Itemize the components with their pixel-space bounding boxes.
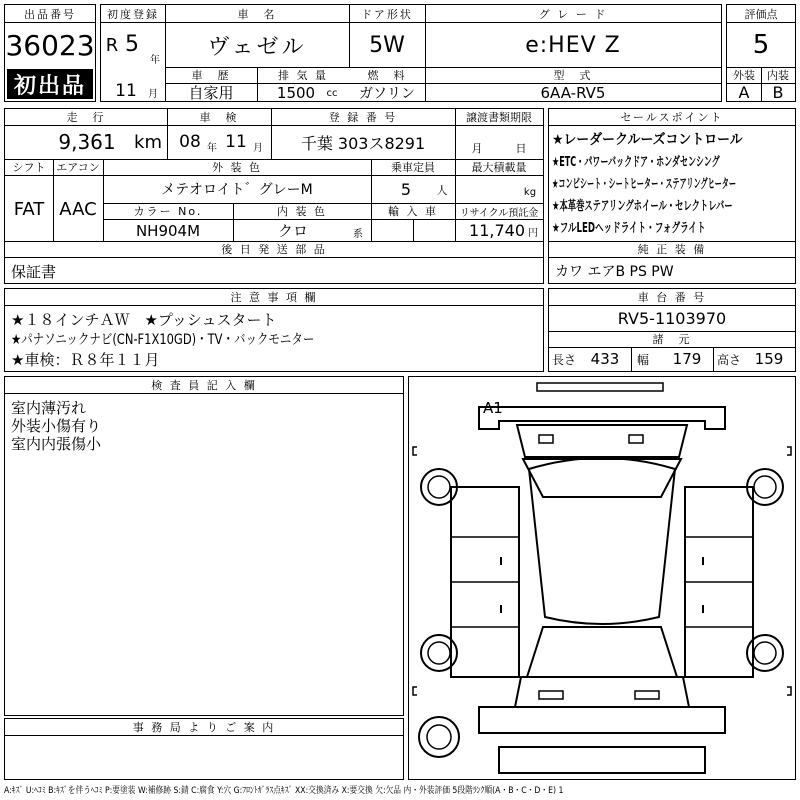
- color-no-label: カラー No.: [133, 205, 203, 218]
- capacity: 5: [400, 179, 412, 199]
- interior-score: B: [772, 84, 784, 101]
- grade: e:HEV Z: [525, 32, 621, 58]
- legend: A:ｷｽﾞ U:ﾍｺﾐ B:ｷｽﾞを伴うﾍｺﾐ P:要塗装 W:補修跡 S:錆 C:腐食 Y:穴 G:ﾌﾛﾝﾄｶﾞﾗｽ点ｷｽﾞ XX:交換済み X:要交換 欠:欠品 内・外装評価 5段階ﾗﾝｸ順(A・B・C・D・E) 1: [4, 786, 564, 796]
- model-label: 型 式: [553, 69, 593, 82]
- color-label: 外 装 色: [212, 161, 262, 174]
- inspector-line-1: 室内薄汚れ: [11, 399, 87, 417]
- fuel-label: 燃 料: [367, 69, 407, 82]
- inspector-label: 検 査 員 記 入 欄: [151, 379, 257, 392]
- diagram-rear-window: [527, 627, 677, 677]
- exterior-score: A: [738, 84, 750, 101]
- load-label: 最大積載量: [471, 161, 527, 174]
- height: 159: [754, 350, 784, 368]
- grade-label: グ レ ー ド: [538, 7, 608, 21]
- diagram-top-bar: [537, 383, 663, 391]
- genuine-equipment: カワ エアB PS PW: [555, 264, 674, 280]
- transfer-label: 譲渡書類期限: [466, 111, 532, 124]
- later-parts: 保証書: [11, 262, 57, 281]
- mileage: 9,361: [58, 130, 116, 154]
- door-label: ドア形状: [361, 7, 413, 21]
- diagram-roof: [529, 458, 675, 624]
- era: R: [105, 34, 119, 56]
- reg-label: 登 録 番 号: [328, 111, 398, 124]
- sales-point-1: ★レーダークルーズコントロール: [552, 132, 743, 148]
- fuel: ガソリン: [359, 85, 415, 101]
- diagram-rear-light-1: [539, 691, 563, 699]
- interior-label: 内装: [767, 69, 789, 82]
- import-label: 輸 入 車: [388, 205, 438, 218]
- details-box: [4, 108, 544, 284]
- insp-year: 08: [179, 132, 201, 152]
- sales-box: [548, 108, 796, 284]
- interior-color-unit: 系: [353, 228, 363, 239]
- lot-number: 36023: [5, 28, 95, 62]
- header-main-box: [100, 4, 722, 102]
- diagram-spare-wheel: [419, 717, 459, 757]
- insp-month: 11: [225, 132, 247, 152]
- shift: FAT: [13, 198, 45, 220]
- diagram-front-light-2: [629, 435, 643, 443]
- sales-label: セールスポイント: [620, 111, 724, 124]
- ac-label: エアコン: [56, 161, 100, 174]
- inspector-line-2: 外装小傷有り: [11, 417, 102, 435]
- air-conditioner: AAC: [59, 198, 97, 220]
- first-reg-month: 11: [115, 81, 137, 101]
- diagram-tailgate: [515, 677, 689, 707]
- later-parts-label: 後 日 発 送 部 品: [221, 243, 327, 256]
- note-line-1: ★１８インチＡＷ ★プッシュスタート: [11, 311, 277, 329]
- transfer-month: 月: [471, 142, 483, 155]
- insp-year-unit: 年: [207, 142, 217, 153]
- transfer-day: 日: [515, 142, 527, 155]
- score-label: 評価点: [744, 7, 778, 21]
- height-label: 高さ: [716, 352, 741, 367]
- sales-point-5: ★フルLEDヘッドライト・フォグライト: [552, 221, 706, 236]
- note-line-2: ★パナソニックナビ(CN-F1X10GD)・TV・バックモニター: [11, 332, 315, 348]
- recycle-label: リサイクル預託金: [459, 207, 539, 219]
- chassis-box: [548, 288, 796, 372]
- car-name-label: 車 名: [237, 7, 277, 21]
- history-label: 車 歴: [191, 69, 231, 82]
- office-label: 事 務 局 よ り ご 案 内: [132, 721, 276, 734]
- displacement-unit: cc: [326, 87, 338, 99]
- load-unit: kg: [523, 186, 537, 198]
- damage-mark-a1: A1: [483, 399, 503, 417]
- door-type: 5W: [369, 32, 405, 58]
- mileage-unit: km: [134, 131, 162, 153]
- chassis-label: 車 台 番 号: [637, 291, 707, 304]
- interior-color: クロ: [277, 222, 308, 240]
- car-diagram-box: [408, 376, 796, 780]
- notes-label: 注 意 事 項 欄: [230, 291, 318, 304]
- recycle-fee: 11,740: [469, 221, 525, 240]
- header-lot-box: [4, 4, 96, 102]
- dims-label: 諸 元: [652, 333, 692, 346]
- diagram-rear-light-2: [635, 691, 659, 699]
- lot-label: 出品番号: [24, 7, 76, 21]
- color-number: NH904M: [135, 221, 201, 240]
- inspector-box: [4, 376, 404, 716]
- score-box: [726, 4, 796, 102]
- car-diagram: [409, 377, 795, 779]
- exterior-color: メテオロイト゛グレーM: [161, 182, 313, 198]
- sales-point-3: ★コンビシート・シートヒーター・ステアリングヒーター: [552, 177, 737, 192]
- registration-number: 千葉 303ス8291: [300, 133, 426, 153]
- inspection-label: 車 検: [199, 111, 239, 124]
- notes-box: [4, 288, 544, 372]
- exterior-label: 外装: [733, 69, 755, 82]
- length-label: 長さ: [551, 352, 576, 367]
- insp-month-unit: 月: [253, 142, 263, 153]
- shift-label: シフト: [12, 161, 46, 174]
- diagram-front-light-1: [539, 435, 553, 443]
- width: 179: [672, 350, 702, 368]
- capacity-unit: 人: [436, 184, 448, 197]
- genuine-label: 純 正 装 備: [637, 243, 707, 256]
- car-name: ヴェゼル: [207, 34, 307, 60]
- office-box: [4, 718, 404, 780]
- year-unit: 年: [150, 54, 160, 65]
- sales-point-4: ★本革巻ステアリングホイール・セレクトレバー: [552, 199, 733, 214]
- mileage-label: 走 行: [66, 111, 106, 124]
- diagram-hood: [517, 425, 687, 457]
- inspector-line-3: 室内内張傷小: [11, 435, 102, 453]
- displacement: 1500: [276, 84, 316, 101]
- displacement-label: 排 気 量: [278, 69, 328, 82]
- capacity-label: 乗車定員: [391, 161, 435, 174]
- sales-point-2: ★ETC・パワーバックドア・ホンダセンシング: [552, 155, 720, 170]
- recycle-unit: 円: [528, 227, 538, 239]
- score: 5: [752, 30, 770, 60]
- int-color-label: 内 装 色: [277, 205, 327, 218]
- month-unit: 月: [148, 88, 158, 99]
- diagram-rear-bumper: [479, 707, 725, 733]
- first-reg-year: 5: [125, 31, 139, 57]
- first-listing-badge: 初出品: [7, 69, 93, 99]
- diagram-underbody: [499, 747, 705, 773]
- note-line-3: ★車検：Ｒ８年１１月: [11, 351, 160, 369]
- first-reg-label: 初度登録: [107, 7, 159, 21]
- width-label: 幅: [636, 352, 649, 367]
- history: 自家用: [188, 84, 234, 101]
- length: 433: [590, 350, 620, 368]
- chassis-number: RV5-1103970: [617, 308, 727, 328]
- model: 6AA-RV5: [540, 84, 606, 101]
